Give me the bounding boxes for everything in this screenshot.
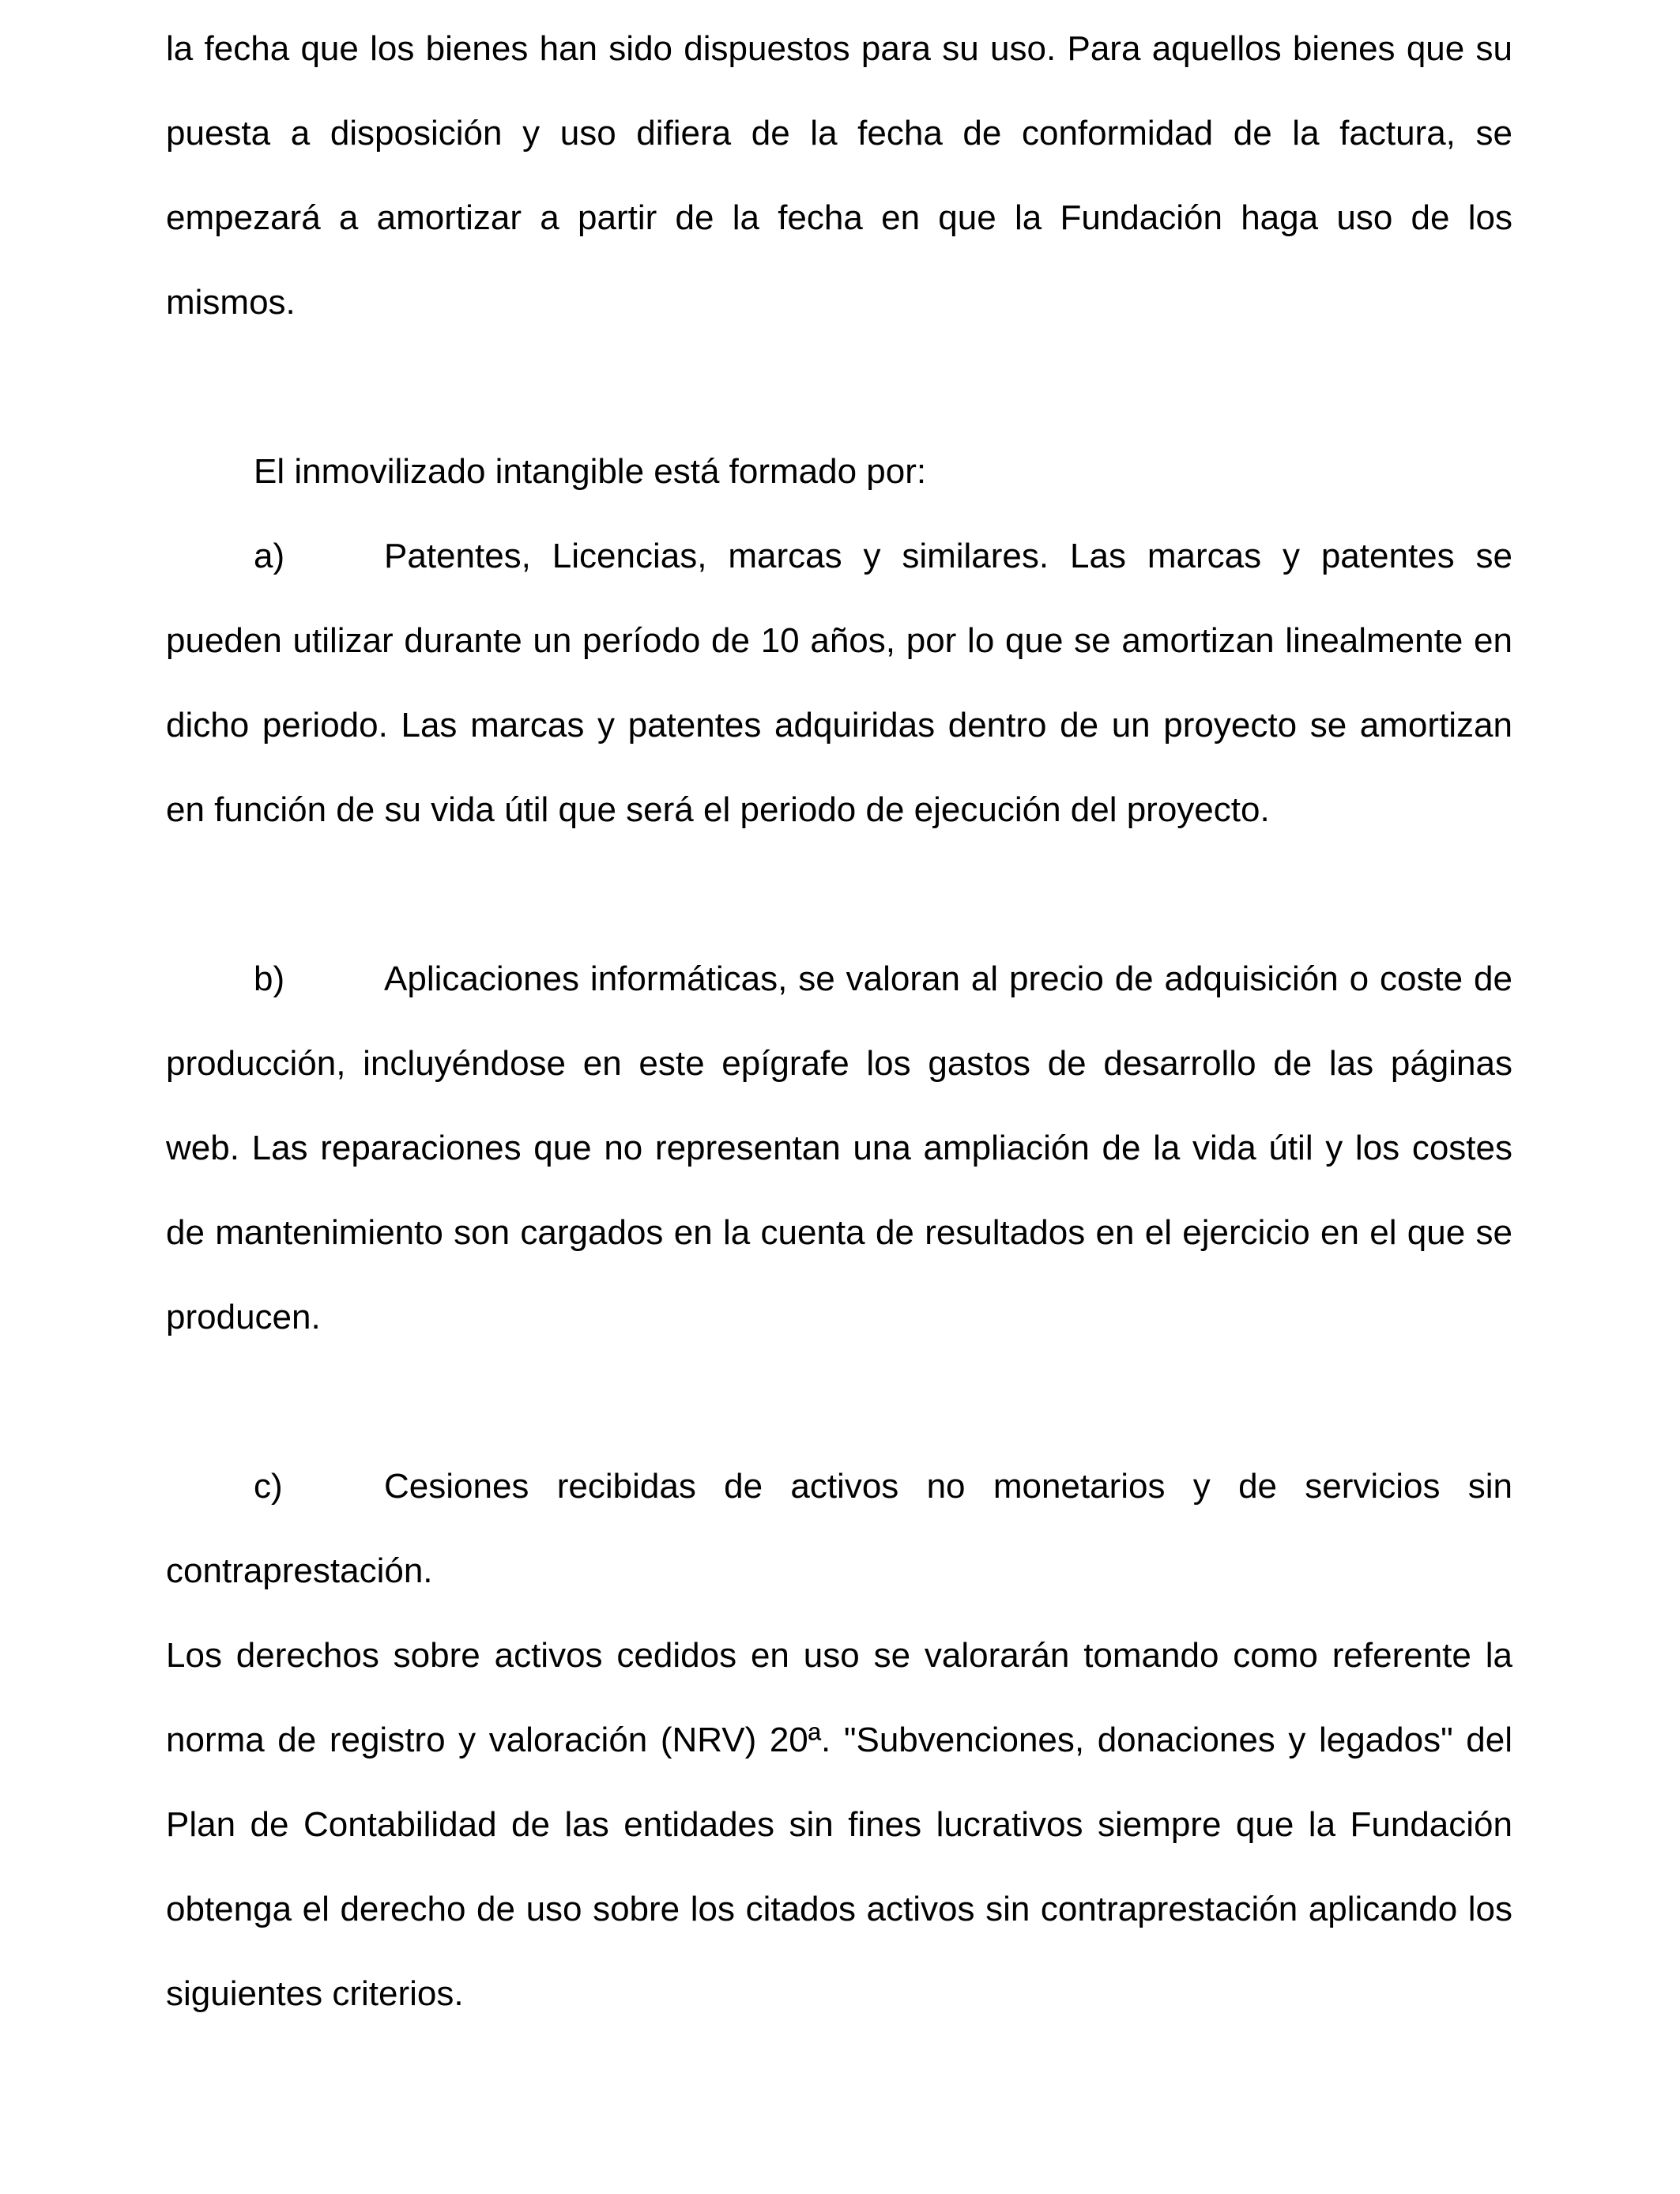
- paragraph-continuation: la fecha que los bienes han sido dispuestos para su uso. Para aquellos bienes que su puesta a disposición y uso difiera de la fecha de conformidad de la factura, se empezará a amortizar a partir de la fecha en que la Fundación haga uso de los mismos.: [166, 29, 1512, 322]
- list-marker-a: a): [254, 537, 285, 575]
- paragraph-spacer: [166, 1359, 1512, 1444]
- document-body: [166, 6, 1512, 2036]
- list-item-a: [166, 514, 1512, 852]
- paragraph-spacer: [166, 852, 1512, 937]
- paragraph-spacer: [166, 345, 1512, 429]
- closing-paragraph: Los derechos sobre activos cedidos en uso se valorarán tomando como referente la norma de registro y valoración (NRV) 20ª. "Subvenciones, donaciones y legados" del Plan de Contabilidad de las entidades sin fines lucrativos siempre que la Fundación obtenga el derecho de uso sobre los citados activos sin contraprestación aplicando los siguientes criterios.: [166, 1636, 1512, 2013]
- list-item-c: [166, 1444, 1512, 1613]
- list-item-b: [166, 937, 1512, 1359]
- list-item-c-text: Cesiones recibidas de activos no monetarios y de servicios sin contraprestación.: [166, 1467, 1512, 1590]
- list-marker-b: b): [254, 959, 285, 998]
- list-item-b-text: Aplicaciones informáticas, se valoran al precio de adquisición o coste de producción, incluyéndose en este epígrafe los gastos de desarrollo de las páginas web. Las reparaciones que no representan una ampliación de la vida útil y los costes de mantenimiento son cargados en la cuenta de resultados en el ejercicio en el que se producen.: [166, 959, 1512, 1336]
- intangible-assets-intro: El inmovilizado intangible está formado por:: [254, 452, 927, 491]
- list-marker-c: c): [254, 1467, 283, 1506]
- list-item-a-text: Patentes, Licencias, marcas y similares. Las marcas y patentes se pueden utilizar durante un período de 10 años, por lo que se amortizan linealmente en dicho periodo. Las marcas y patentes adquiridas dentro de un proyecto se amortizan en función de su vida útil que será el periodo de ejecución del proyecto.: [166, 537, 1512, 829]
